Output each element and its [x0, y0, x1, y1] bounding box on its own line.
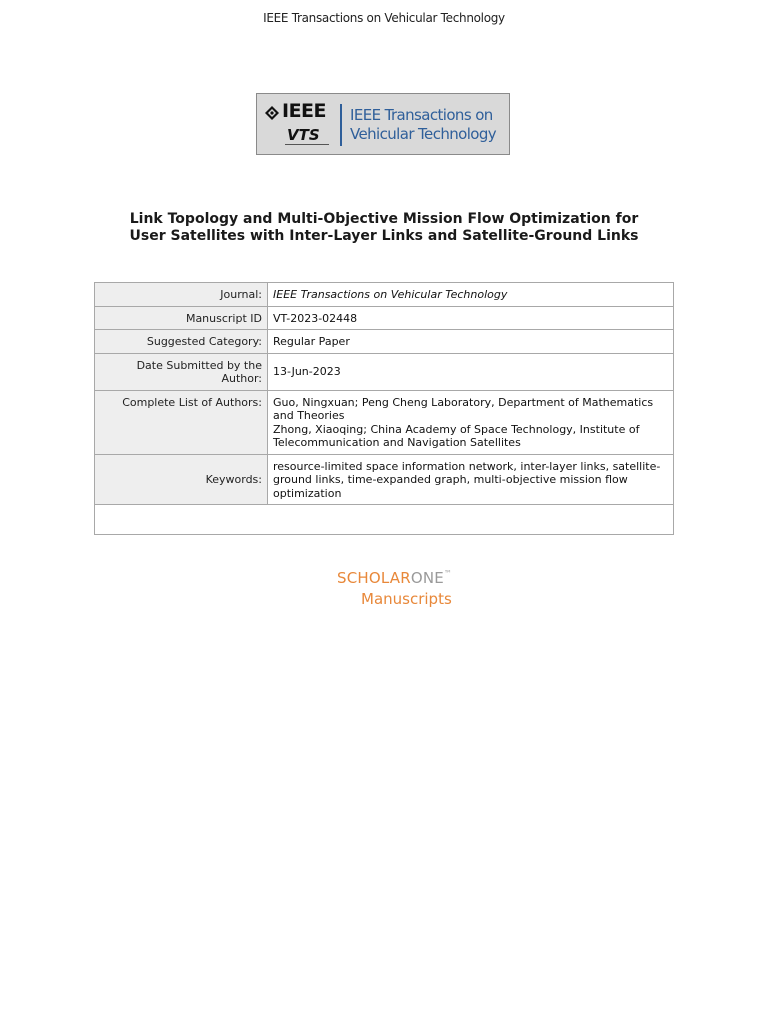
date-value: 13-Jun-2023: [268, 353, 674, 390]
authors-label: Complete List of Authors:: [95, 390, 268, 454]
scholarone-manuscripts-logo: [337, 569, 477, 613]
journal-logo: [256, 93, 510, 155]
table-row-authors: [95, 390, 674, 454]
category-value: Regular Paper: [268, 330, 674, 354]
one-text: ONE: [410, 569, 444, 587]
ieee-wordmark: IEEE: [282, 100, 327, 122]
table-row-date: [95, 353, 674, 390]
paper-title: Link Topology and Multi-Objective Mission Flow Optimization for User Satellites with Inter-Layer Links and Satellite-Ground Links: [129, 211, 639, 244]
manuscript-id-label: Manuscript ID: [95, 306, 268, 330]
ieee-diamond-icon: [265, 106, 279, 120]
date-label: Date Submitted by the Author:: [95, 353, 268, 390]
vts-wordmark: VTS: [287, 126, 320, 144]
journal-label: Journal:: [95, 283, 268, 307]
table-row-keywords: [95, 454, 674, 505]
manuscripts-text: Manuscripts: [361, 590, 452, 608]
category-label: Suggested Category:: [95, 330, 268, 354]
scholar-text: SCHOLAR: [337, 569, 411, 587]
table-row-manuscript-id: [95, 306, 674, 330]
keywords-value: resource-limited space information network, inter-layer links, satellite-ground links, time-expanded graph, multi-objective mission flow optimization: [268, 454, 674, 505]
authors-value: [268, 390, 674, 454]
vts-swoosh: [285, 144, 329, 148]
journal-value: IEEE Transactions on Vehicular Technology: [268, 283, 674, 307]
scholarone-wordmark: [337, 569, 452, 587]
keywords-label: Keywords:: [95, 454, 268, 505]
manuscript-metadata-table: [94, 282, 674, 535]
author-entry: Zhong, Xiaoqing; China Academy of Space Technology, Institute of Telecommunication and Navigation Satellites: [273, 422, 640, 449]
table-row-category: [95, 330, 674, 354]
trademark-symbol: ™: [443, 569, 453, 578]
running-header: IEEE Transactions on Vehicular Technology: [263, 11, 505, 25]
table-row-empty: [95, 505, 674, 535]
author-entry: Guo, Ningxuan; Peng Cheng Laboratory, Department of Mathematics and Theories: [273, 395, 654, 422]
logo-divider: [340, 104, 342, 146]
empty-cell: [95, 505, 674, 535]
manuscript-id-value: VT-2023-02448: [268, 306, 674, 330]
table-row-journal: [95, 283, 674, 307]
journal-logo-title: IEEE Transactions on Vehicular Technology: [350, 106, 497, 143]
